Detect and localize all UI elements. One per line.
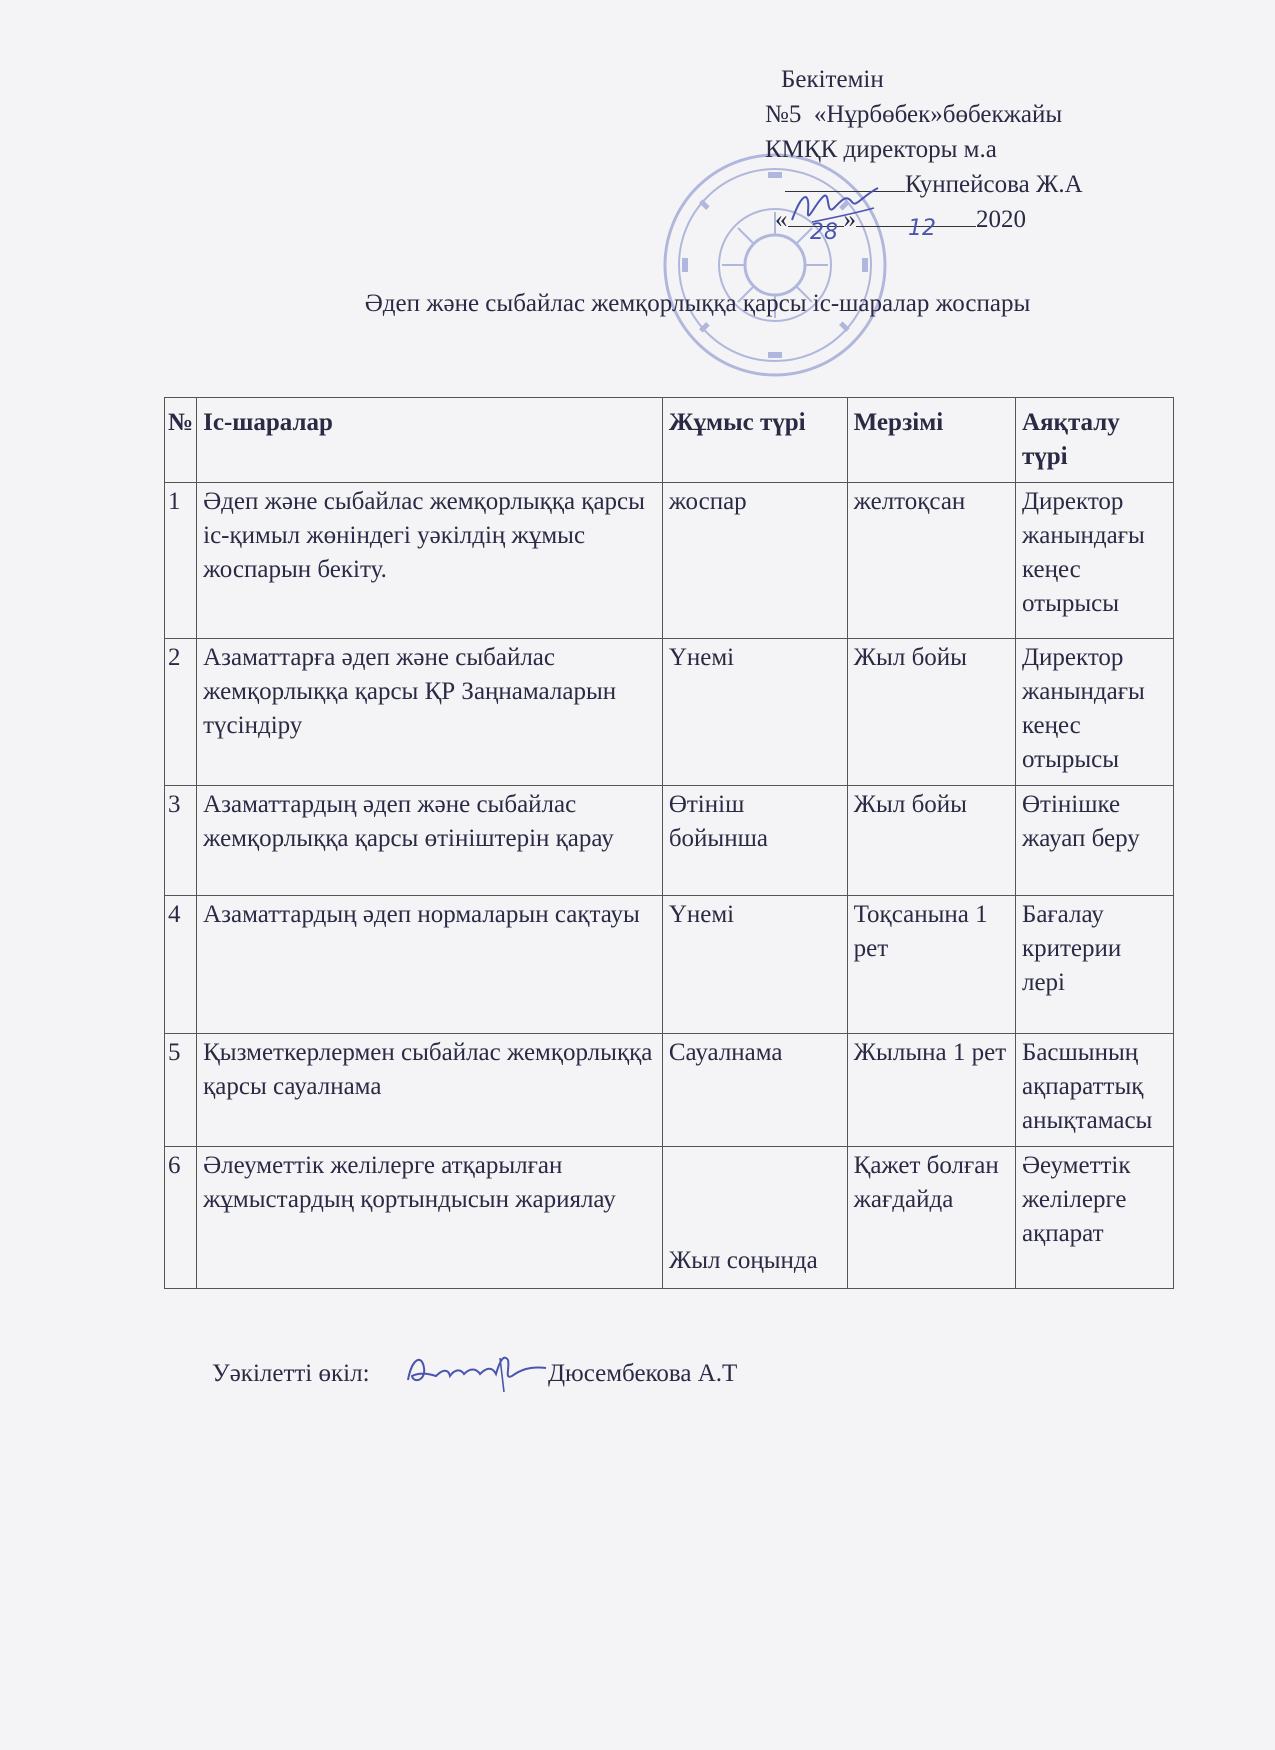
row-no: 2 — [165, 639, 197, 786]
row-no: 6 — [165, 1147, 197, 1289]
row-completion: Директор жанындағы кеңес отырысы — [1015, 639, 1173, 786]
table-row — [165, 896, 1174, 1034]
row-work-type: Үнемі — [662, 639, 847, 786]
row-no: 4 — [165, 896, 197, 1034]
row-activity: Азаматтардың әдеп нормаларын сақтауы — [197, 896, 663, 1034]
row-activity: Азаматтардың әдеп және сыбайлас жемқорлыққа қарсы өтініштерін қарау — [197, 786, 663, 896]
row-term: Жыл бойы — [847, 639, 1015, 786]
row-work-type: Сауалнама — [662, 1034, 847, 1147]
row-term: желтоқсан — [847, 483, 1015, 639]
plan-table — [164, 397, 1174, 1289]
row-term: Тоқсанына 1 рет — [847, 896, 1015, 1034]
row-activity: Әдеп және сыбайлас жемқорлыққа қарсы іс-қимыл жөніндегі уәкілдің жұмыс жоспарын бекіту. — [197, 483, 663, 639]
row-activity: Әлеуметтік желілерге атқарылған жұмыстардың қортындысын жариялау — [197, 1147, 663, 1289]
row-activity: Қызметкерлермен сыбайлас жемқорлыққа қарсы сауалнама — [197, 1034, 663, 1147]
header-work-type: Жұмыс түрі — [662, 398, 847, 483]
row-work-type: Өтініш бойынша — [662, 786, 847, 896]
table-header-row — [165, 398, 1174, 483]
approval-date-line: « » 2020 — [775, 206, 1026, 233]
handwritten-month: 12 — [908, 216, 936, 241]
row-completion: Өтінішке жауап беру — [1015, 786, 1173, 896]
row-work-type: жоспар — [662, 483, 847, 639]
approval-year: 2020 — [976, 206, 1026, 233]
row-completion: Басшының ақпараттық анықтамасы — [1015, 1034, 1173, 1147]
handwritten-date-icon — [808, 215, 948, 249]
approval-position: КМҚК директоры м.а — [765, 136, 997, 163]
row-completion: Бағалау критерии лері — [1015, 896, 1173, 1034]
representative-signature-icon — [400, 1346, 550, 1396]
header-no: № — [165, 398, 197, 483]
header-activity: Іс-шаралар — [197, 398, 663, 483]
table-row — [165, 1147, 1174, 1289]
row-work-type: Жыл соңында — [662, 1147, 847, 1289]
row-work-type: Үнемі — [662, 896, 847, 1034]
table-row — [165, 639, 1174, 786]
row-completion: Әеуметтік желілерге ақпарат — [1015, 1147, 1173, 1289]
table-row — [165, 1034, 1174, 1147]
header-completion: Аяқталу түрі — [1015, 398, 1173, 483]
row-term: Жылына 1 рет — [847, 1034, 1015, 1147]
representative-label: Уәкілетті өкіл: — [212, 1360, 370, 1387]
approval-org: №5 «Нұрбөбек»бөбекжайы — [765, 101, 1063, 128]
director-name: Кунпейсова Ж.А — [905, 171, 1083, 198]
row-term: Жыл бойы — [847, 786, 1015, 896]
row-completion: Директор жанындағы кеңес отырысы — [1015, 483, 1173, 639]
header-term: Мерзімі — [847, 398, 1015, 483]
approval-heading: Бекітемін — [781, 66, 884, 93]
table-row — [165, 483, 1174, 639]
row-term: Қажет болған жағдайда — [847, 1147, 1015, 1289]
row-no: 1 — [165, 483, 197, 639]
row-no: 5 — [165, 1034, 197, 1147]
representative-name: Дюсембекова А.Т — [548, 1360, 738, 1387]
row-no: 3 — [165, 786, 197, 896]
row-activity: Азаматтарға әдеп және сыбайлас жемқорлыққа қарсы ҚР Заңнамаларын түсіндіру — [197, 639, 663, 786]
table-row — [165, 786, 1174, 896]
document-title: Әдеп және сыбайлас жемқорлыққа қарсы іс-шаралар жоспары — [364, 290, 1031, 317]
handwritten-day: 28 — [810, 220, 838, 245]
